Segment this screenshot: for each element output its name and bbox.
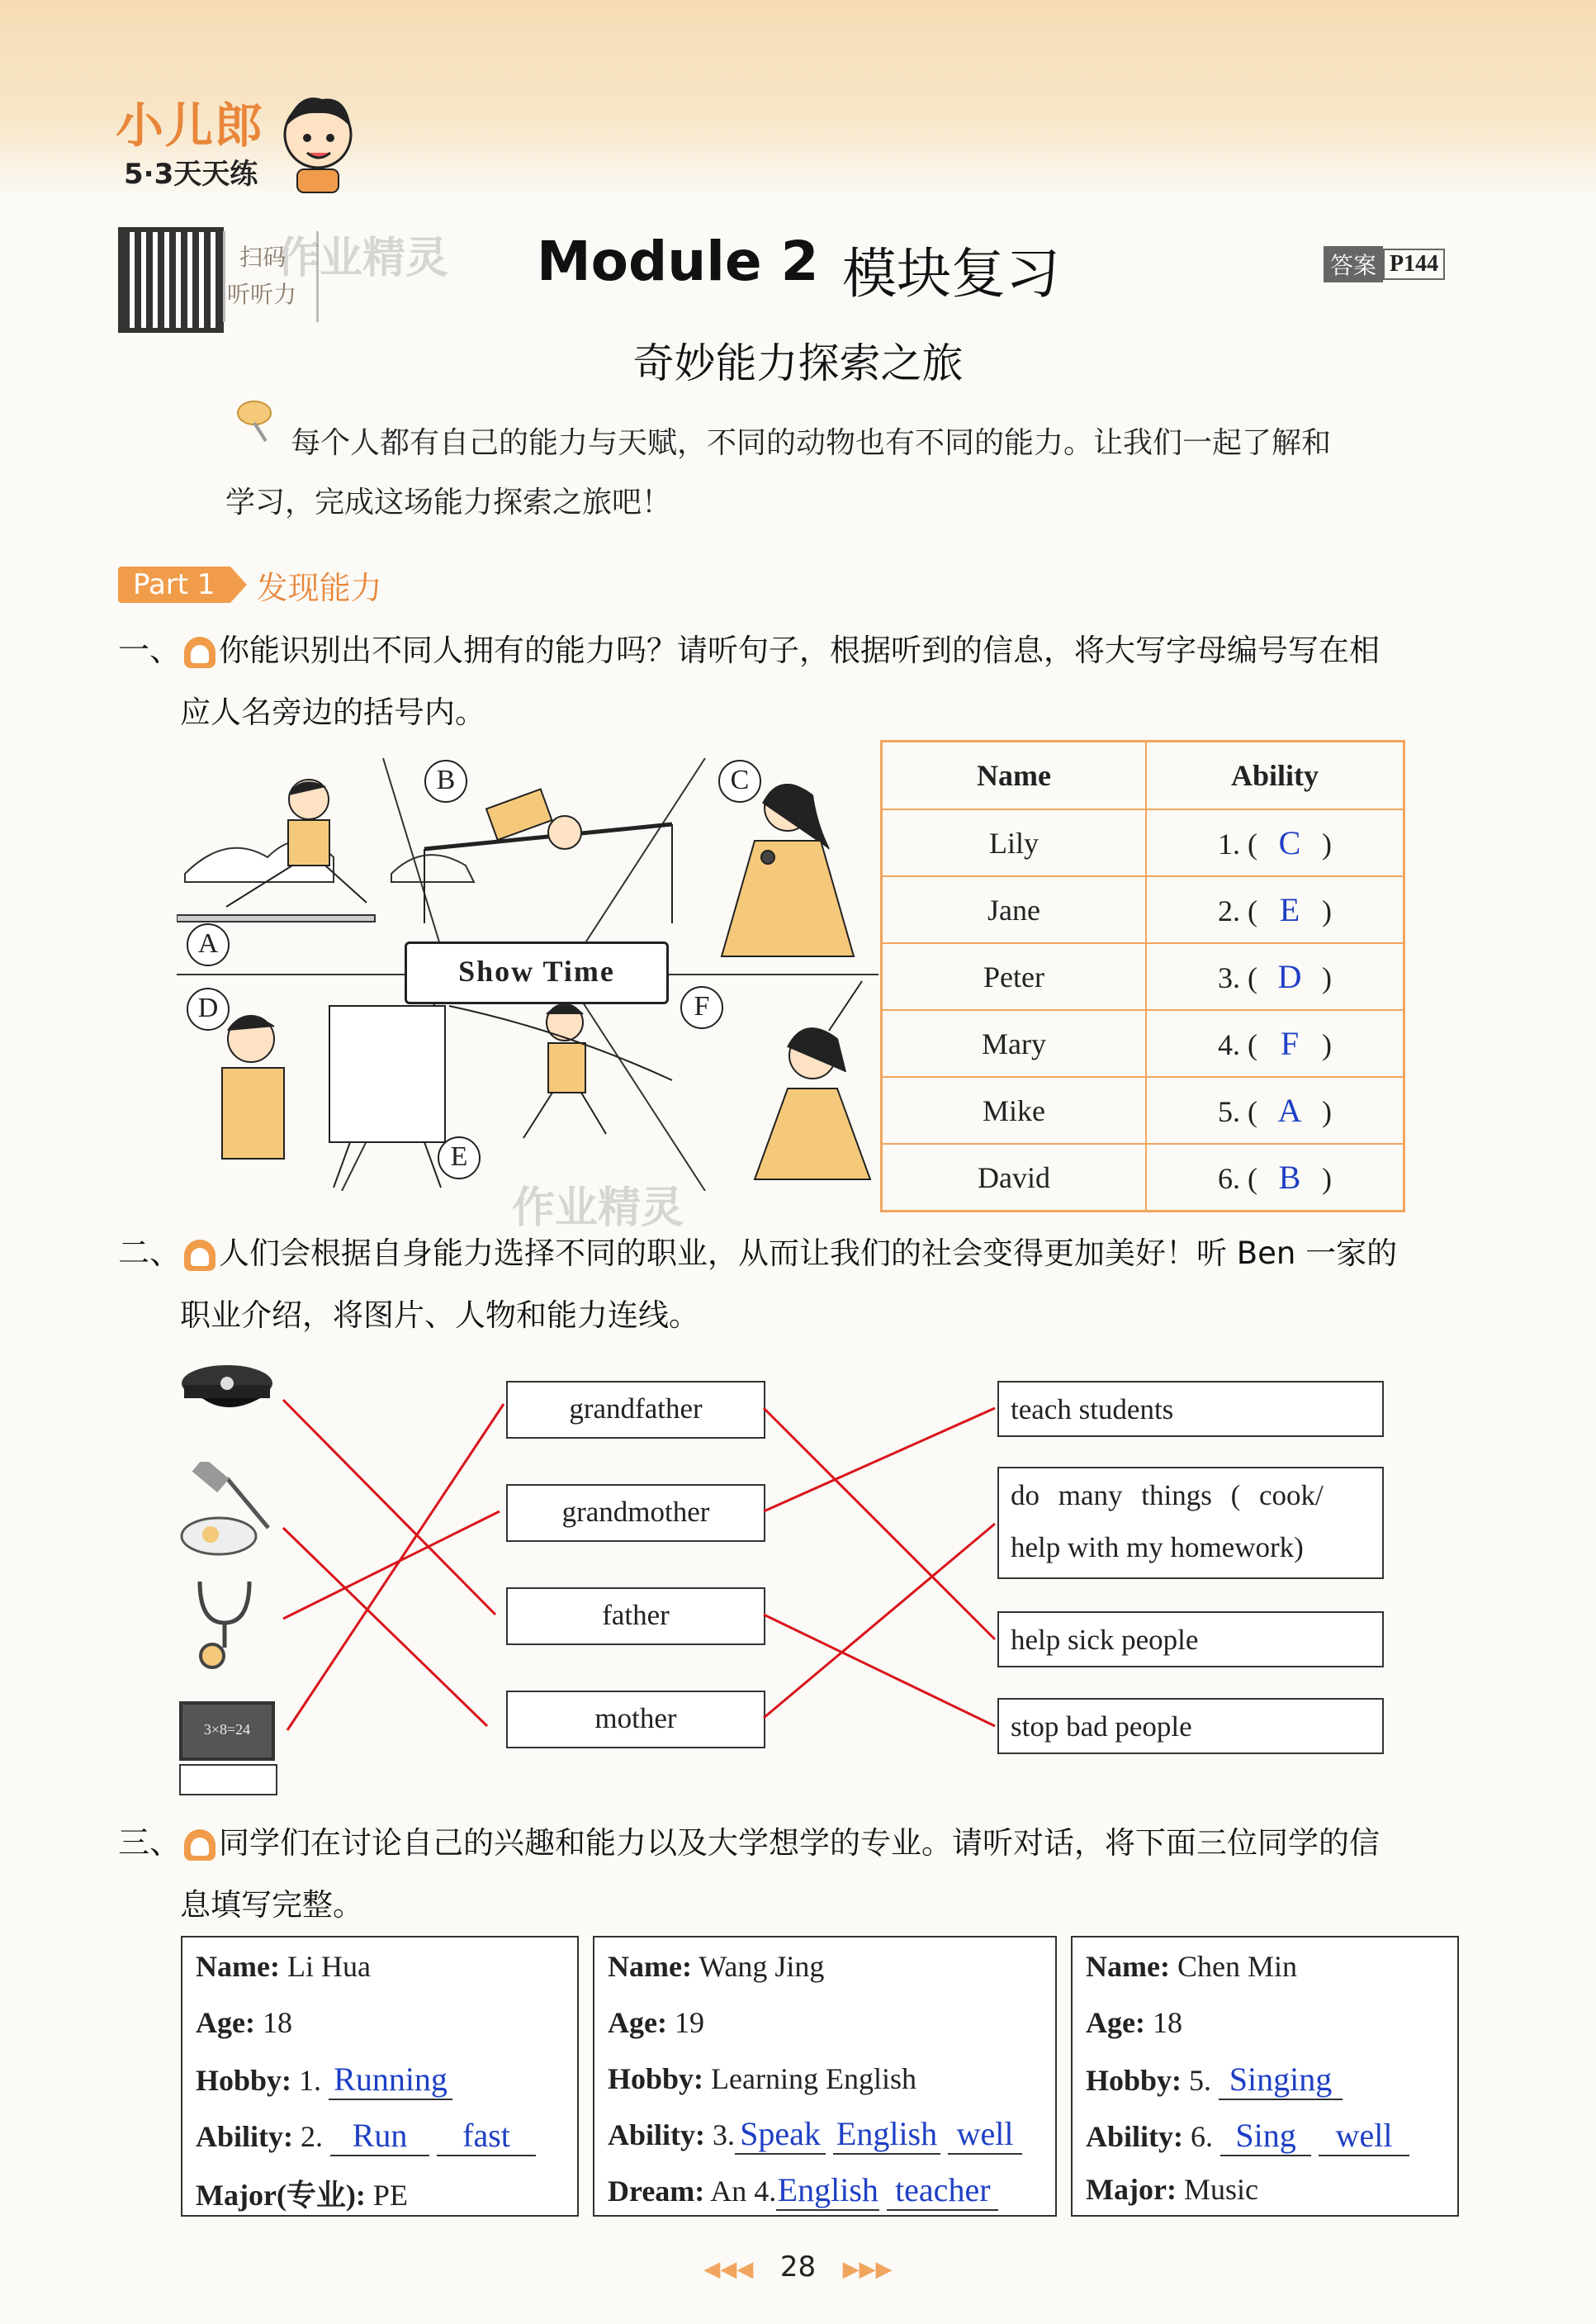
age-label: Age: <box>196 2006 255 2039</box>
row-answer-cell[interactable]: 6. ( B ) <box>1146 1144 1404 1212</box>
q2-line1: 人们会根据自身能力选择不同的职业，从而让我们的社会变得更加美好！听 Ben 一家的 <box>219 1236 1398 1271</box>
figure-f <box>755 981 870 1179</box>
line-grandmother-teach <box>764 1408 995 1511</box>
table-row <box>882 1010 1404 1077</box>
row-answer: A <box>1277 1092 1302 1129</box>
hobby-answer[interactable]: Running <box>329 2060 452 2100</box>
row-answer: F <box>1280 1025 1300 1062</box>
row-answer-cell[interactable]: 3. ( D ) <box>1146 943 1404 1010</box>
subtitle: 奇妙能力探索之旅 <box>632 339 964 387</box>
row-num: 2. <box>1218 894 1240 927</box>
figure-c <box>722 785 854 956</box>
row-num: 1. <box>1218 828 1240 861</box>
part1-header <box>118 567 382 606</box>
card-chen-min <box>1071 1936 1459 2217</box>
q3-line2: 息填写完整。 <box>180 1887 363 1923</box>
q1-line1: 你能识别出不同人拥有的能力吗？请听句子，根据听到的信息，将大写字母编号写在相 <box>219 633 1381 668</box>
ability-stop-bad[interactable]: stop bad people <box>997 1698 1384 1754</box>
major-value: PE <box>372 2179 408 2212</box>
qr-code[interactable] <box>118 227 224 333</box>
dream-answer-2[interactable]: teacher <box>887 2170 998 2211</box>
headphone-icon <box>184 1829 215 1861</box>
ability-answer-1[interactable]: Sing <box>1220 2116 1311 2156</box>
name-label: Name: <box>608 1950 692 1983</box>
module-title-cn: 模块复习 <box>842 242 1060 306</box>
line-cap-father <box>283 1400 495 1615</box>
ability-table <box>880 740 1405 1212</box>
hobby-label: Hobby: <box>608 2062 704 2095</box>
q2-text-line-1 <box>118 1227 1397 1273</box>
cooking-tools-icon <box>178 1462 277 1561</box>
show-time-banner: Show Time <box>405 941 669 1004</box>
part1-title: 发现能力 <box>256 569 382 606</box>
dream-num: 4. <box>754 2175 777 2208</box>
part1-arrow <box>230 567 247 603</box>
person-father[interactable]: father <box>506 1587 765 1645</box>
brand-logo: 小儿郎 <box>116 97 265 154</box>
row-name: Mary <box>882 1010 1147 1077</box>
watermark-middle: 作业精灵 <box>512 1183 684 1233</box>
q2-line2: 职业介绍，将图片、人物和能力连线。 <box>180 1297 699 1333</box>
hobby-answer[interactable]: Singing <box>1219 2060 1343 2100</box>
q3-line1: 同学们在讨论自己的兴趣和能力以及大学想学的专业。请听对话，将下面三位同学的信 <box>219 1825 1381 1861</box>
card-li-hua <box>181 1936 579 2217</box>
figure-a <box>226 780 367 907</box>
q3-text-line-1 <box>118 1817 1380 1862</box>
row-answer: E <box>1279 891 1300 928</box>
page-footer <box>0 2250 1596 2284</box>
page-number: 28 <box>779 2250 817 2284</box>
ability-num: 2. <box>301 2120 324 2153</box>
intro-line-1: 每个人都有自己的能力与天赋，不同的动物也有不同的能力。让我们一起了解和 <box>291 426 1332 460</box>
ability-help-sick[interactable]: help sick people <box>997 1611 1384 1667</box>
major-label: Major(专业): <box>196 2179 366 2212</box>
ability-do-line-1: do many things ( cook/ <box>1011 1479 1324 1511</box>
card-wang-jing <box>593 1936 1057 2217</box>
ability-answer-2[interactable]: English <box>833 2114 940 2155</box>
answer-badge[interactable] <box>1324 248 1445 281</box>
person-grandmother[interactable]: grandmother <box>506 1484 765 1542</box>
mascot-icon <box>272 87 363 194</box>
label-a: A <box>187 923 230 966</box>
person-mother[interactable]: mother <box>506 1691 765 1748</box>
table-row <box>882 1144 1404 1212</box>
line-board-grandfather <box>287 1404 504 1730</box>
row-answer-cell[interactable]: 4. ( F ) <box>1146 1010 1404 1077</box>
q2-number: 二、 <box>118 1235 182 1271</box>
row-name: Peter <box>882 943 1147 1010</box>
dream-prefix: An <box>710 2175 747 2208</box>
row-answer-cell[interactable]: 2. ( E ) <box>1146 876 1404 943</box>
label-d: D <box>187 988 230 1031</box>
ability-num: 3. <box>713 2118 736 2151</box>
row-answer-cell[interactable]: 1. ( C ) <box>1146 809 1404 876</box>
row-name: David <box>882 1144 1147 1212</box>
brand-series: 5·3天天练 <box>124 158 258 191</box>
label-b: B <box>424 760 467 803</box>
dream-answer-1[interactable]: English <box>776 2170 879 2211</box>
name-value: Chen Min <box>1177 1950 1297 1983</box>
scan-label-2: 听听力 <box>227 281 297 308</box>
age-value: 19 <box>674 2006 704 2039</box>
hobby-value: Learning English <box>711 2062 916 2095</box>
name-label: Name: <box>196 1950 280 1983</box>
prev-arrows-icon: ◀◀◀ <box>703 2257 754 2282</box>
headphone-icon <box>184 637 215 668</box>
major-label: Major: <box>1086 2173 1177 2206</box>
name-value: Wang Jing <box>699 1950 825 1983</box>
hobby-label: Hobby: <box>1086 2064 1182 2097</box>
age-value: 18 <box>1152 2006 1182 2039</box>
table-row <box>882 1077 1404 1144</box>
hobby-label: Hobby: <box>196 2064 292 2097</box>
table-header-name: Name <box>882 742 1147 810</box>
line-stethoscope-grandmother <box>283 1511 500 1619</box>
ability-label: Ability: <box>196 2120 294 2153</box>
row-num: 6. <box>1218 1162 1240 1195</box>
intro-line-2: 学习，完成这场能力探索之旅吧！ <box>225 486 672 519</box>
line-tools-mother <box>283 1528 487 1726</box>
row-name: Lily <box>882 809 1147 876</box>
row-name: Jane <box>882 876 1147 943</box>
answer-page: P144 <box>1383 249 1445 280</box>
line-grandfather-help-sick <box>764 1408 995 1639</box>
hobby-num: 1. <box>299 2064 322 2097</box>
watermark-top: 作业精灵 <box>277 234 449 283</box>
blackboard-icon <box>179 1701 274 1792</box>
hobby-num: 5. <box>1189 2064 1212 2097</box>
row-answer-cell[interactable]: 5. ( A ) <box>1146 1077 1404 1144</box>
stethoscope-icon <box>183 1573 266 1672</box>
age-value: 18 <box>262 2006 292 2039</box>
q1-text-line-1 <box>118 624 1380 670</box>
ability-teach[interactable]: teach students <box>997 1381 1384 1437</box>
next-arrows-icon: ▶▶▶ <box>842 2257 893 2282</box>
q1-line2: 应人名旁边的括号内。 <box>180 695 485 730</box>
scan-label-1: 扫码 <box>239 244 287 271</box>
label-c: C <box>718 760 761 803</box>
figure-d <box>222 1006 445 1188</box>
row-name: Mike <box>882 1077 1147 1144</box>
name-label: Name: <box>1086 1950 1170 1983</box>
major-value: Music <box>1183 2173 1258 2206</box>
ability-answer-1[interactable]: Speak <box>735 2114 826 2155</box>
headphone-icon <box>184 1240 215 1271</box>
blackboard-text: 3×8=24 <box>179 1701 275 1761</box>
line-mother-do-many <box>764 1524 995 1718</box>
label-e: E <box>438 1136 481 1179</box>
figure-e <box>449 1004 672 1138</box>
ability-answer-2[interactable]: well <box>1319 2116 1409 2156</box>
dream-label: Dream: <box>608 2175 705 2208</box>
row-answer: B <box>1278 1159 1301 1196</box>
ability-answer-3[interactable]: well <box>948 2114 1022 2155</box>
ability-do-line-2: help with my homework) <box>1011 1531 1304 1563</box>
table-row <box>882 943 1404 1010</box>
figure-b <box>424 790 672 923</box>
age-label: Age: <box>1086 2006 1145 2039</box>
table-header-ability: Ability <box>1146 742 1404 810</box>
ability-num: 6. <box>1191 2120 1214 2153</box>
row-num: 3. <box>1218 961 1240 994</box>
part1-tag: Part 1 <box>118 567 230 603</box>
row-num: 4. <box>1218 1028 1240 1061</box>
pin-icon <box>230 395 279 444</box>
ability-label: Ability: <box>608 2118 706 2151</box>
person-grandfather[interactable]: grandfather <box>506 1381 765 1439</box>
line-father-stop-bad <box>764 1615 995 1726</box>
module-title: Module 2 <box>537 230 819 293</box>
q3-number: 三、 <box>118 1824 182 1861</box>
label-f: F <box>680 986 723 1029</box>
ability-answer-1[interactable]: Run <box>330 2116 429 2156</box>
ability-do-many-things[interactable] <box>997 1467 1384 1579</box>
ability-label: Ability: <box>1086 2120 1184 2153</box>
ability-answer-2[interactable]: fast <box>437 2116 536 2156</box>
name-value: Li Hua <box>287 1950 371 1983</box>
q1-number: 一、 <box>118 632 182 668</box>
table-row <box>882 876 1404 943</box>
row-answer: D <box>1277 958 1302 995</box>
age-label: Age: <box>608 2006 667 2039</box>
police-cap-icon <box>178 1359 277 1416</box>
table-row <box>882 809 1404 876</box>
row-num: 5. <box>1218 1095 1240 1128</box>
row-answer: C <box>1278 824 1301 861</box>
answer-label: 答案 <box>1324 246 1383 282</box>
